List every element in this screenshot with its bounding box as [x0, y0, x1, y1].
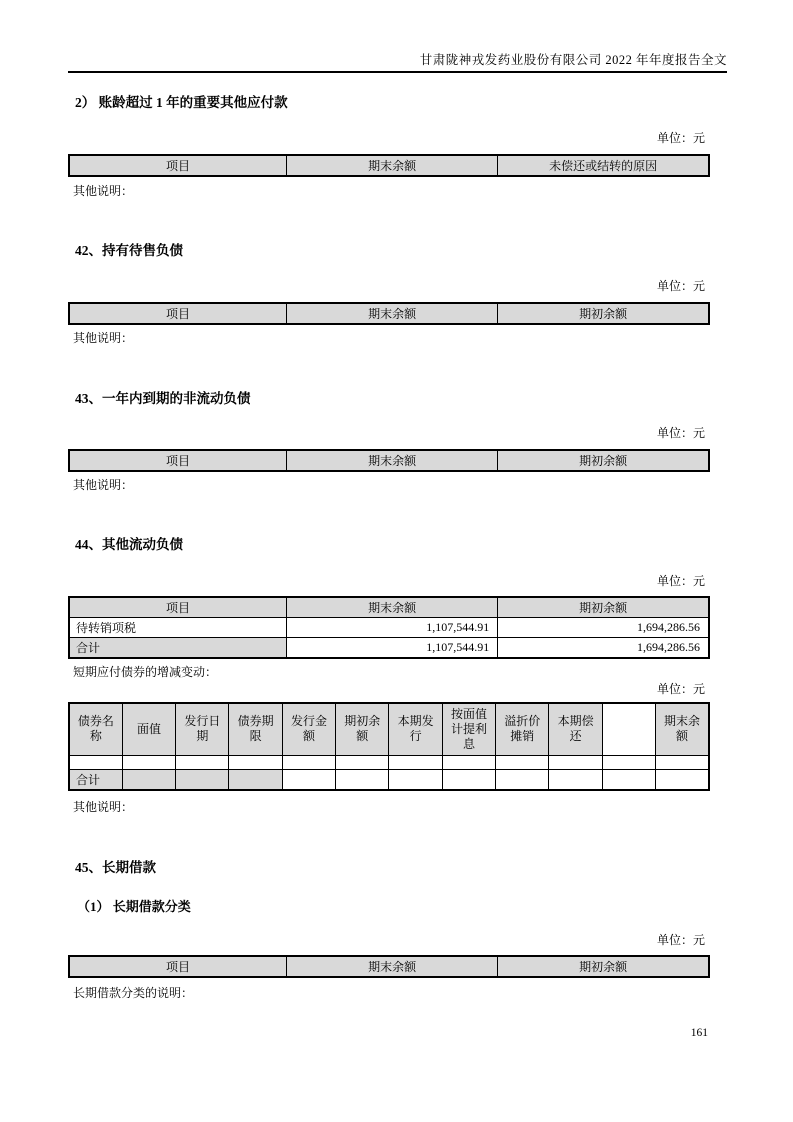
column-header-face-value: 面值 [122, 703, 175, 755]
other-notes-label: 其他说明： [73, 478, 134, 492]
column-header-ending-balance: 期末余额 [287, 956, 498, 977]
section-noncurrent-liabilities-due [68, 390, 727, 493]
column-header-repaid-this-period: 本期偿还 [549, 703, 602, 755]
column-header-item: 项目 [69, 450, 287, 471]
table-header-row [69, 703, 709, 755]
table-total-row [69, 638, 709, 659]
column-header-issue-amount: 发行金额 [282, 703, 335, 755]
column-header-beginning-balance: 期初余额 [498, 303, 709, 324]
column-header-bond-name: 债券名称 [69, 703, 122, 755]
column-header-item: 项目 [69, 597, 287, 618]
column-header-item: 项目 [69, 956, 287, 977]
cell-total-label: 合计 [69, 769, 122, 790]
column-header-reason: 未偿还或结转的原因 [498, 155, 709, 176]
section-held-for-sale-liabilities [68, 242, 727, 346]
table-total-row [69, 769, 709, 790]
cell-beginning-balance: 1,694,286.56 [498, 638, 709, 659]
column-header-blank [602, 703, 655, 755]
column-header-beginning-balance: 期初余额 [336, 703, 389, 755]
column-header-ending-balance: 期末余额 [287, 155, 498, 176]
unit-label: 单位：元 [656, 574, 705, 588]
held-for-sale-liabilities-table [68, 302, 710, 325]
other-notes-label: 其他说明： [73, 184, 134, 198]
column-header-issue-date: 发行日期 [176, 703, 229, 755]
report-title: 甘肃陇神戎发药业股份有限公司 2022 年年度报告全文 [419, 53, 727, 67]
column-header-issued-this-period: 本期发行 [389, 703, 442, 755]
classification-notes-label: 长期借款分类的说明： [73, 985, 194, 1000]
column-header-ending-balance: 期末余额 [656, 703, 709, 755]
column-header-ending-balance: 期末余额 [287, 303, 498, 324]
section-other-current-liabilities [68, 536, 727, 815]
unit-label: 单位：元 [656, 682, 705, 696]
column-header-beginning-balance: 期初余额 [498, 956, 709, 977]
subsection-heading: （1） 长期借款分类 [77, 898, 191, 914]
column-header-beginning-balance: 期初余额 [498, 450, 709, 471]
unit-label: 单位：元 [656, 426, 705, 440]
column-header-item: 项目 [69, 303, 287, 324]
column-header-interest-at-face: 按面值计提利息 [442, 703, 495, 755]
table-header-row [69, 303, 709, 324]
cell-beginning-balance: 1,694,286.56 [498, 618, 709, 638]
aged-other-payables-table [68, 154, 710, 177]
long-term-borrowings-table [68, 955, 710, 978]
section-heading: 42、持有待售负债 [75, 243, 183, 258]
table-empty-row [69, 755, 709, 769]
unit-label: 单位：元 [656, 279, 705, 293]
section-long-term-borrowings [68, 859, 727, 1001]
document-header [68, 53, 727, 73]
section-aged-other-payables [68, 94, 727, 199]
table-row [69, 618, 709, 638]
page-number: 161 [690, 1026, 708, 1039]
section-heading: 43、一年内到期的非流动负债 [75, 391, 251, 406]
column-header-premium-amortization: 溢折价摊销 [496, 703, 549, 755]
bond-change-label: 短期应付债券的增减变动： [73, 665, 218, 679]
column-header-ending-balance: 期末余额 [287, 597, 498, 618]
table-header-row [69, 450, 709, 471]
column-header-bond-term: 债券期限 [229, 703, 282, 755]
column-header-item: 项目 [69, 155, 287, 176]
unit-label: 单位：元 [656, 131, 705, 145]
noncurrent-liabilities-due-table [68, 449, 710, 472]
section-heading: 44、其他流动负债 [75, 537, 183, 552]
section-heading: 45、长期借款 [75, 859, 156, 875]
other-current-liabilities-table [68, 596, 710, 659]
column-header-ending-balance: 期末余额 [287, 450, 498, 471]
cell-item: 待转销项税 [69, 618, 287, 638]
column-header-beginning-balance: 期初余额 [498, 597, 709, 618]
table-header-row [69, 155, 709, 176]
table-header-row [69, 597, 709, 618]
cell-ending-balance: 1,107,544.91 [287, 638, 498, 659]
header-rule [68, 71, 727, 73]
unit-label: 单位：元 [656, 932, 705, 947]
cell-total-label: 合计 [69, 638, 287, 659]
section-heading: 2） 账龄超过 1 年的重要其他应付款 [75, 95, 288, 110]
cell-ending-balance: 1,107,544.91 [287, 618, 498, 638]
other-notes-label: 其他说明： [73, 331, 134, 345]
short-term-bonds-table [68, 702, 710, 791]
table-header-row [69, 956, 709, 977]
other-notes-label: 其他说明： [73, 799, 134, 814]
